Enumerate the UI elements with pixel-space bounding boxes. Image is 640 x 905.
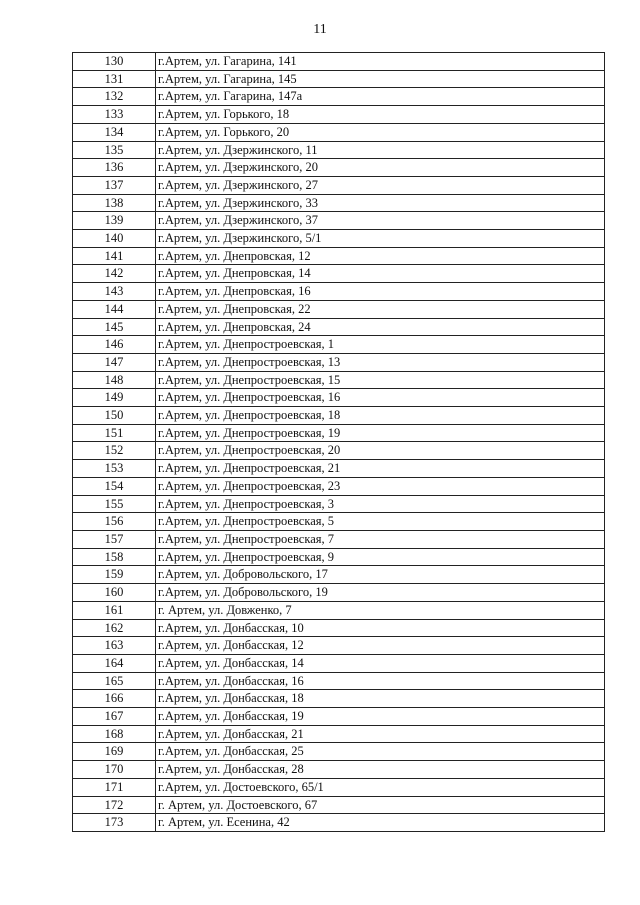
row-address: г.Артем, ул. Днепровская, 24	[156, 318, 605, 336]
row-number: 158	[73, 548, 156, 566]
row-address: г.Артем, ул. Днепровская, 12	[156, 247, 605, 265]
row-address: г.Артем, ул. Дзержинского, 20	[156, 159, 605, 177]
row-address: г.Артем, ул. Гагарина, 145	[156, 70, 605, 88]
row-number: 172	[73, 796, 156, 814]
table-row	[73, 318, 605, 336]
row-number: 163	[73, 637, 156, 655]
table-row	[73, 460, 605, 478]
row-number: 148	[73, 371, 156, 389]
table-row	[73, 513, 605, 531]
table-row	[73, 283, 605, 301]
table-row	[73, 601, 605, 619]
row-address: г.Артем, ул. Днепровская, 14	[156, 265, 605, 283]
row-address: г.Артем, ул. Днепровская, 16	[156, 283, 605, 301]
row-address: г.Артем, ул. Днепростроевская, 9	[156, 548, 605, 566]
row-number: 139	[73, 212, 156, 230]
row-number: 144	[73, 300, 156, 318]
row-number: 142	[73, 265, 156, 283]
row-address: г.Артем, ул. Днепровская, 22	[156, 300, 605, 318]
table-row	[73, 70, 605, 88]
row-address: г.Артем, ул. Гагарина, 141	[156, 53, 605, 71]
row-number: 152	[73, 442, 156, 460]
row-number: 154	[73, 477, 156, 495]
row-number: 134	[73, 123, 156, 141]
row-address: г.Артем, ул. Днепростроевская, 5	[156, 513, 605, 531]
row-address: г.Артем, ул. Дзержинского, 27	[156, 176, 605, 194]
row-address: г.Артем, ул. Донбасская, 16	[156, 672, 605, 690]
table-row	[73, 371, 605, 389]
row-number: 167	[73, 708, 156, 726]
row-address: г.Артем, ул. Горького, 18	[156, 106, 605, 124]
table-row	[73, 212, 605, 230]
row-address: г.Артем, ул. Достоевского, 65/1	[156, 778, 605, 796]
row-number: 166	[73, 690, 156, 708]
row-address: г.Артем, ул. Днепростроевская, 15	[156, 371, 605, 389]
table-row	[73, 353, 605, 371]
row-address: г.Артем, ул. Горького, 20	[156, 123, 605, 141]
table-row	[73, 548, 605, 566]
table-row	[73, 442, 605, 460]
table-row	[73, 88, 605, 106]
row-number: 150	[73, 407, 156, 425]
row-number: 171	[73, 778, 156, 796]
page-number: 11	[313, 22, 327, 37]
table-row	[73, 814, 605, 832]
row-number: 169	[73, 743, 156, 761]
table-row	[73, 672, 605, 690]
row-number: 151	[73, 424, 156, 442]
row-address: г.Артем, ул. Донбасская, 12	[156, 637, 605, 655]
row-address: г.Артем, ул. Днепростроевская, 18	[156, 407, 605, 425]
table-row	[73, 654, 605, 672]
row-number: 132	[73, 88, 156, 106]
row-number: 159	[73, 566, 156, 584]
address-table	[72, 52, 605, 832]
table-row	[73, 566, 605, 584]
table-body	[73, 53, 605, 832]
row-number: 157	[73, 530, 156, 548]
row-number: 164	[73, 654, 156, 672]
table-row	[73, 708, 605, 726]
table-row	[73, 778, 605, 796]
row-number: 170	[73, 761, 156, 779]
row-address: г. Артем, ул. Довженко, 7	[156, 601, 605, 619]
row-number: 141	[73, 247, 156, 265]
table-row	[73, 300, 605, 318]
row-number: 153	[73, 460, 156, 478]
table-row	[73, 761, 605, 779]
table-row	[73, 530, 605, 548]
table-row	[73, 495, 605, 513]
row-address: г.Артем, ул. Донбасская, 25	[156, 743, 605, 761]
row-address: г. Артем, ул. Достоевского, 67	[156, 796, 605, 814]
row-number: 133	[73, 106, 156, 124]
row-number: 156	[73, 513, 156, 531]
table-row	[73, 194, 605, 212]
table-row	[73, 619, 605, 637]
row-address: г.Артем, ул. Дзержинского, 33	[156, 194, 605, 212]
table-row	[73, 53, 605, 71]
row-number: 137	[73, 176, 156, 194]
table-row	[73, 743, 605, 761]
table-row	[73, 106, 605, 124]
row-address: г.Артем, ул. Днепростроевская, 13	[156, 353, 605, 371]
row-number: 135	[73, 141, 156, 159]
row-number: 147	[73, 353, 156, 371]
row-address: г.Артем, ул. Донбасская, 10	[156, 619, 605, 637]
row-address: г.Артем, ул. Донбасская, 14	[156, 654, 605, 672]
row-number: 130	[73, 53, 156, 71]
table-row	[73, 637, 605, 655]
row-number: 140	[73, 230, 156, 248]
row-number: 162	[73, 619, 156, 637]
table-row	[73, 176, 605, 194]
row-address: г.Артем, ул. Днепростроевская, 20	[156, 442, 605, 460]
row-number: 143	[73, 283, 156, 301]
row-address: г.Артем, ул. Дзержинского, 37	[156, 212, 605, 230]
table-row	[73, 389, 605, 407]
table-row	[73, 424, 605, 442]
row-address: г.Артем, ул. Днепростроевская, 21	[156, 460, 605, 478]
row-number: 145	[73, 318, 156, 336]
row-number: 161	[73, 601, 156, 619]
row-number: 149	[73, 389, 156, 407]
table-row	[73, 336, 605, 354]
row-number: 136	[73, 159, 156, 177]
row-number: 168	[73, 725, 156, 743]
row-address: г.Артем, ул. Донбасская, 19	[156, 708, 605, 726]
row-number: 138	[73, 194, 156, 212]
row-number: 160	[73, 584, 156, 602]
row-address: г.Артем, ул. Днепростроевская, 19	[156, 424, 605, 442]
row-number: 165	[73, 672, 156, 690]
table-row	[73, 796, 605, 814]
row-address: г. Артем, ул. Есенина, 42	[156, 814, 605, 832]
table-row	[73, 141, 605, 159]
table-row	[73, 725, 605, 743]
row-number: 146	[73, 336, 156, 354]
row-address: г.Артем, ул. Гагарина, 147а	[156, 88, 605, 106]
row-address: г.Артем, ул. Днепростроевская, 1	[156, 336, 605, 354]
row-address: г.Артем, ул. Днепростроевская, 16	[156, 389, 605, 407]
table-row	[73, 407, 605, 425]
row-number: 155	[73, 495, 156, 513]
row-address: г.Артем, ул. Добровольского, 17	[156, 566, 605, 584]
row-address: г.Артем, ул. Дзержинского, 11	[156, 141, 605, 159]
row-address: г.Артем, ул. Донбасская, 18	[156, 690, 605, 708]
table-row	[73, 159, 605, 177]
table-row	[73, 477, 605, 495]
table-row	[73, 123, 605, 141]
row-address: г.Артем, ул. Донбасская, 21	[156, 725, 605, 743]
table-row	[73, 230, 605, 248]
row-number: 131	[73, 70, 156, 88]
row-number: 173	[73, 814, 156, 832]
row-address: г.Артем, ул. Днепростроевская, 23	[156, 477, 605, 495]
table-row	[73, 247, 605, 265]
table-row	[73, 690, 605, 708]
row-address: г.Артем, ул. Днепростроевская, 3	[156, 495, 605, 513]
table-row	[73, 265, 605, 283]
table-row	[73, 584, 605, 602]
row-address: г.Артем, ул. Добровольского, 19	[156, 584, 605, 602]
row-address: г.Артем, ул. Днепростроевская, 7	[156, 530, 605, 548]
row-address: г.Артем, ул. Дзержинского, 5/1	[156, 230, 605, 248]
row-address: г.Артем, ул. Донбасская, 28	[156, 761, 605, 779]
